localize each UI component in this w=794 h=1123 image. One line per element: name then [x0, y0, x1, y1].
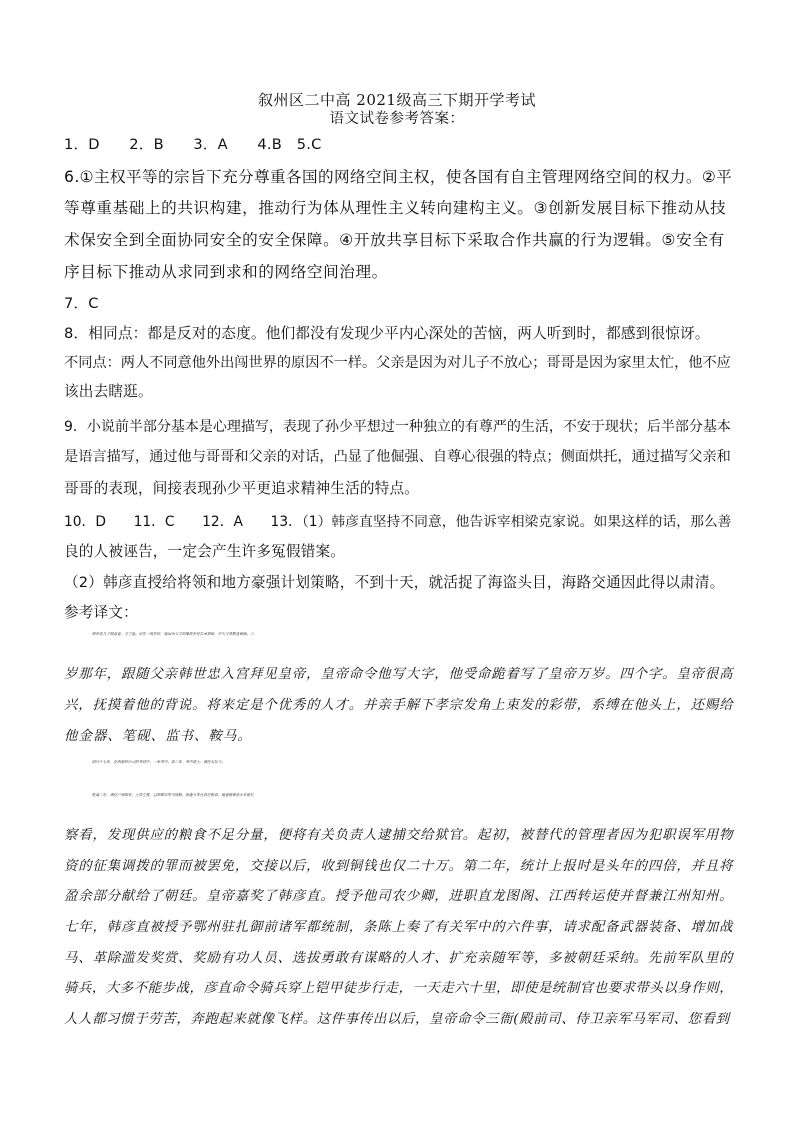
answer-q8-line: 8．相同点：都是反对的态度。他们都没有发现少平内心深处的苦恼，两人听到时，都感到很惊讶。: [64, 325, 710, 342]
answer-q6-line: 等尊重基础上的共识构建，推动行为体从理性主义转向建构主义。③创新发展目标下推动从技: [64, 199, 727, 217]
translation-line: 兴，抚摸着他的背说。将来定是个优秀的人才。并亲手解下孝宗发角上束发的彩带，系缚在他头上，还赐给: [64, 698, 734, 713]
answer-q10-13-line: （2）韩彦直授给将领和地方豪强计划策略，不到十天，就活捉了海盗头目，海路交通因此得以肃清。: [64, 574, 725, 591]
translation-line: 人人都习惯于劳苦，奔跑起来就像飞样。这件事传出以后，皇帝命令三衙(殿前司、侍卫亲军马军司、您看到: [64, 1012, 730, 1027]
translation-line: 韩世忠儿子韩彦直，字子温。出生一周岁时，他因为父亲的缘故补任右承奉郎，不久又晋职直秘阁。六: [92, 632, 254, 636]
translation-line: 他金器、笔砚、监书、鞍马。: [64, 729, 252, 744]
answer-q9-line: 9．小说前半部分基本是心理描写，表现了孙少平想过一种独立的有尊严的生活，不安于现状；后半部分基本: [64, 419, 731, 435]
translation-label: 参考译文：: [64, 604, 138, 621]
answer-q6-line: 序目标下推动从求同到求和的网络空间治理。: [64, 263, 388, 281]
translation-line: 察看，发现供应的粮食不足分量，便将有关负责人逮捕交给狱官。起初，被替代的管理者因为犯职误军用物: [64, 828, 734, 843]
translation-line: 七年，韩彦直被授予鄂州驻扎御前诸军都统制，条陈上奏了有关军中的六件事，请求配备武器装备、增加战: [64, 920, 734, 935]
answer-q6-line: 术保安全到全面协同安全的安全保障。④开放共享目标下采取合作共赢的行为逻辑。⑤安全有: [64, 231, 725, 249]
answer-q9-line: 是语言描写，通过他与哥哥和父亲的对话，凸显了他倔强、自尊心很强的特点；侧面烘托，通过描写父亲和: [64, 449, 731, 465]
answer-q6-line: 6.①主权平等的宗旨下充分尊重各国的网络空间主权，使各国有自主管理网络空间的权力。②平: [64, 168, 733, 186]
answer-q8-line: 该出去瞎逛。: [64, 383, 153, 400]
answer-mc-1-5: 1．D 2．B 3．A 4.B 5.C: [64, 136, 322, 153]
answer-q8-line: 不同点：两人不同意他外出闯世界的原因不一样。父亲是因为对儿子不放心；哥哥是因为家里太忙，他不应: [64, 355, 731, 371]
translation-line: 乾道二年，调任户部郎官、主管左曹。总领淮东军马钱粮，恰逢大军仓供应粮食，他直接乘坐小车前往: [92, 793, 254, 797]
translation-line: 绍兴十七年，在两浙转运司的考试中，一举考中。第二年，考中进士，调任太社令。: [92, 760, 225, 764]
answer-key-subtitle: 语文试卷参考答案：: [329, 111, 465, 127]
translation-line: 盈余部分献给了朝廷。皇帝嘉奖了韩彦直。授予他司农少卿，进职直龙图阁、江西转运使并督兼江州知州。: [64, 889, 734, 904]
translation-line: 骑兵，大多不能步战，彦直命令骑兵穿上铠甲徒步行走，一天走六十里，即使是统制官也要求带头以身作则，: [64, 981, 734, 996]
translation-line: 资的征集调拨的罪而被罢免，交接以后，收到铜钱也仅二十万。第二年，统计上报时是头年的四倍，并且将: [64, 859, 734, 874]
answer-q9-line: 哥哥的表现，间接表现孙少平更追求精神生活的特点。: [64, 480, 420, 497]
translation-line: 岁那年，跟随父亲韩世忠入宫拜见皇帝，皇帝命令他写大字，他受命跪着写了皇帝万岁。四个字。皇帝很高: [64, 667, 734, 682]
answer-q7: 7．C: [64, 295, 99, 312]
translation-line: 马、革除滥发奖赏、奖励有功人员、选拔勇敢有谋略的人才、扩充亲随军等，多被朝廷采纳。先前军队里的: [64, 951, 734, 966]
answer-q10-13-line: 10．D 11．C 12．A 13．（1）韩彦直坚持不同意，他告诉宰相梁克家说。如果这样的话，那么善: [64, 514, 732, 530]
answer-q10-13-line: 良的人被诬告，一定会产生许多冤假错案。: [64, 543, 346, 560]
exam-title: 叙州区二中高 2021级高三下期开学考试: [258, 91, 536, 109]
